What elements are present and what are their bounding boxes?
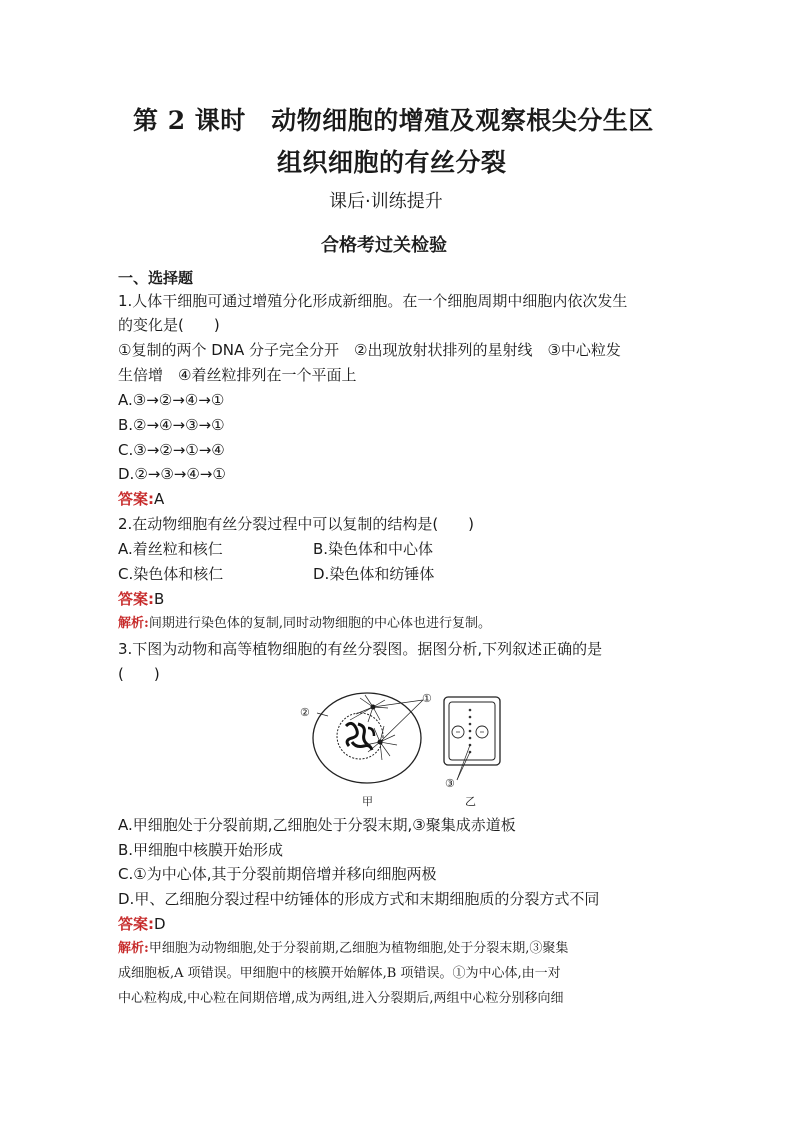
q3-explain-label: 解析: [118, 941, 145, 956]
page-subtitle: 课后·训练提升: [329, 191, 443, 212]
q1-option-c: C.③→②→①→④: [118, 441, 225, 459]
animal-cell-drawing: [313, 693, 423, 783]
q1-answer-value: A: [154, 490, 165, 508]
q3-explain-text-1: 甲细胞为动物细胞,处于分裂前期,乙细胞为植物细胞,处于分裂末期,③聚集: [148, 941, 569, 956]
figure-caption-right: 乙: [465, 795, 476, 808]
q1-items-line1: ①复制的两个 DNA 分子完全分开 ②出现放射状排列的星射线 ③中心粒发: [118, 341, 621, 359]
q3-option-a: A.甲细胞处于分裂前期,乙细胞处于分裂末期,③聚集成赤道板: [118, 816, 516, 834]
figure-marker-3: ③: [445, 777, 455, 790]
q3-stem-line1: 3.下图为动物和高等植物细胞的有丝分裂图。据图分析,下列叙述正确的是: [118, 640, 603, 658]
section-heading: 合格考过关检验: [321, 235, 447, 256]
q3-answer-label: 答案: [118, 915, 149, 933]
q3-option-d: D.甲、乙细胞分裂过程中纺锤体的形成方式和末期细胞质的分裂方式不同: [118, 890, 600, 908]
figure-marker-2: ②: [300, 706, 310, 719]
q3-answer: 答案:D: [118, 915, 166, 933]
q3-option-b: B.甲细胞中核膜开始形成: [118, 841, 284, 859]
part-label: 一、选择题: [118, 269, 194, 287]
q1-option-a: A.③→②→④→①: [118, 391, 225, 409]
q3-option-c: C.①为中心体,其于分裂前期倍增并移向细胞两极: [118, 865, 437, 883]
q2-stem: 2.在动物细胞有丝分裂过程中可以复制的结构是( ): [118, 515, 475, 533]
q2-explain-text: 间期进行染色体的复制,同时动物细胞的中心体也进行复制。: [148, 616, 491, 631]
q1-answer: 答案:A: [118, 490, 165, 508]
q2-answer: 答案:B: [118, 590, 165, 608]
q2-explanation: 解析:间期进行染色体的复制,同时动物细胞的中心体也进行复制。: [118, 616, 491, 631]
cell-division-figure: [290, 690, 505, 810]
q2-option-b: B.染色体和中心体: [313, 540, 434, 558]
q2-option-d: D.染色体和纺锤体: [313, 565, 435, 583]
q2-answer-label: 答案: [118, 590, 149, 608]
cell-division-diagram: [290, 690, 505, 810]
plant-cell-drawing: [444, 697, 500, 780]
q1-stem-line1: 1.人体干细胞可通过增殖分化形成新细胞。在一个细胞周期中细胞内依次发生: [118, 292, 628, 310]
q1-answer-label: 答案: [118, 490, 149, 508]
page-title-line2: 组织细胞的有丝分裂: [277, 148, 507, 177]
figure-marker-1: ①: [422, 692, 432, 705]
q2-option-a: A.着丝粒和核仁: [118, 540, 223, 558]
q3-stem-line2: ( ): [118, 665, 160, 683]
q3-explanation-line2: 成细胞板,A 项错误。甲细胞中的核膜开始解体,B 项错误。①为中心体,由一对: [118, 966, 561, 981]
q2-answer-value: B: [154, 590, 165, 608]
page-title-line1: 第 2 课时 动物细胞的增殖及观察根尖分生区: [133, 106, 654, 135]
q3-answer-value: D: [154, 915, 166, 933]
q3-explanation-line1: 解析:甲细胞为动物细胞,处于分裂前期,乙细胞为植物细胞,处于分裂末期,③聚集: [118, 941, 569, 956]
q2-option-c: C.染色体和核仁: [118, 565, 224, 583]
figure-caption-left: 甲: [362, 795, 373, 808]
q3-explanation-line3: 中心粒构成,中心粒在间期倍增,成为两组,进入分裂期后,两组中心粒分别移向细: [118, 991, 564, 1006]
q2-explain-label: 解析: [118, 616, 145, 631]
q1-option-b: B.②→④→③→①: [118, 416, 225, 434]
q1-stem-line2: 的变化是( ): [118, 316, 220, 334]
q1-items-line2: 生倍增 ④着丝粒排列在一个平面上: [118, 366, 357, 384]
q1-option-d: D.②→③→④→①: [118, 465, 226, 483]
